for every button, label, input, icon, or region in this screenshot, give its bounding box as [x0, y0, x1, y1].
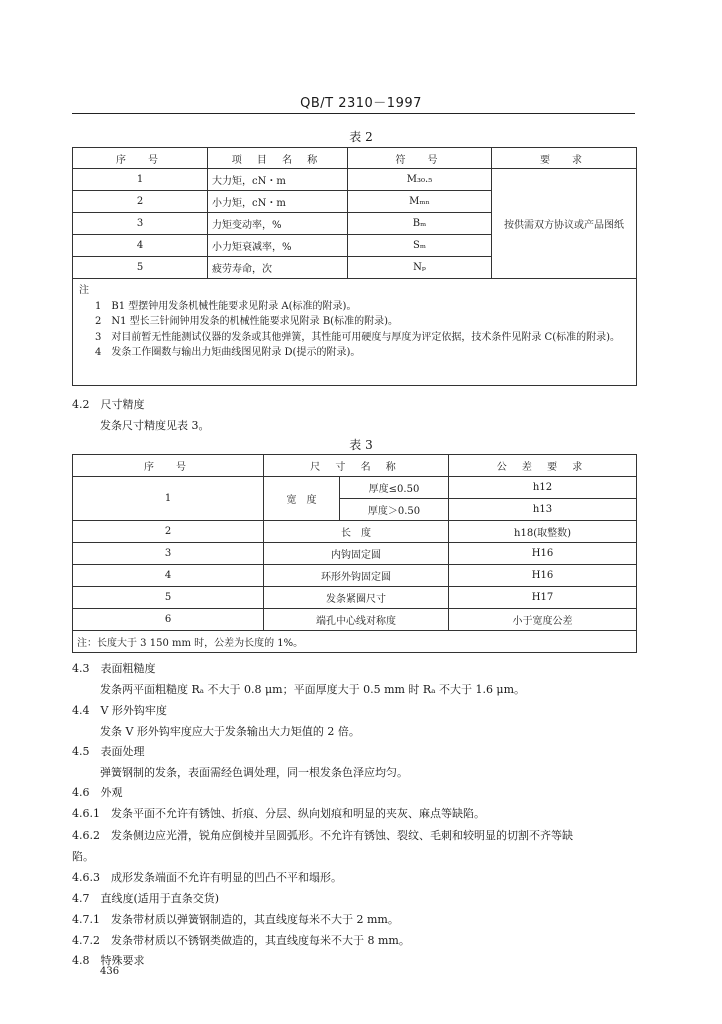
table2-cell-name: 小力矩，cN・m — [208, 191, 348, 213]
table2-note-4: 4 发条工作圈数与输出力矩曲线图见附录 D(提示的附录)。 — [95, 347, 361, 358]
table3-cell-tol: H16 — [449, 543, 637, 565]
table3-caption: 表 3 — [349, 438, 373, 452]
table2-cell-name: 力矩变动率，% — [208, 213, 348, 235]
table2-cell-requirement: 按供需双方协议或产品图纸 — [492, 169, 637, 279]
table2-caption: 表 2 — [349, 130, 373, 144]
table-row — [73, 609, 637, 631]
table2-cell-name: 疲劳寿命，次 — [208, 257, 348, 279]
table-row — [73, 521, 637, 543]
table2-note-1: 1 B1 型摆钟用发条机械性能要求见附录 A(标准的附录)。 — [95, 300, 357, 312]
table2-cell-no: 1 — [73, 169, 208, 191]
section-4-6-2-text: 4.6.2 发条侧边应光滑，锐角应倒棱并呈圆弧形。不允许有锈蚀、裂纹、毛刺和较明显的切割不齐等缺 — [72, 829, 573, 842]
table3-cell-no: 3 — [73, 543, 264, 565]
table3-cell-sub: 厚度＞0.50 — [340, 499, 449, 521]
table2 — [72, 147, 637, 386]
table3-header-no: 序 号 — [73, 455, 264, 477]
section-4-6-title: 4.6 外观 — [72, 786, 123, 799]
table2-notes-row — [73, 279, 637, 386]
table2-header-symbol: 符 号 — [348, 148, 492, 169]
table2-header-row — [73, 148, 637, 169]
table3-cell-name: 内钩固定圆 — [264, 543, 449, 565]
table3-header-tolerance: 公 差 要 求 — [449, 455, 637, 477]
table2-note-2: 2 N1 型长三针闹钟用发条的机械性能要求见附录 B(标准的附录)。 — [95, 316, 398, 327]
section-4-3-text: 发条两平面粗糙度 Rₐ 不大于 0.8 μm；平面厚度大于 0.5 mm 时 Rₐ 不大于 1.6 μm。 — [100, 683, 526, 696]
table-row — [73, 587, 637, 609]
table3-note-row — [73, 631, 637, 653]
table3-cell-tol: h13 — [449, 499, 637, 521]
section-4-4-text: 发条 V 形外钩牢度应大于发条输出大力矩值的 2 倍。 — [100, 725, 360, 738]
table2-cell-name: 大力矩，cN・m — [208, 169, 348, 191]
table3-cell-no: 5 — [73, 587, 264, 609]
table3-cell-no: 6 — [73, 609, 264, 631]
table-row — [73, 565, 637, 587]
table-row — [73, 543, 637, 565]
section-4-2-text: 发条尺寸精度见表 3。 — [100, 419, 210, 432]
table3-cell-tol: h12 — [449, 477, 637, 499]
table3-cell-tol: 小于宽度公差 — [449, 609, 637, 631]
section-4-7-1-text: 4.7.1 发条带材质以弹簧钢制造的，其直线度每米不大于 2 mm。 — [72, 913, 399, 926]
table-row — [73, 477, 637, 499]
table2-cell-symbol: Nₚ — [348, 257, 492, 279]
table3-header-row — [73, 455, 637, 477]
table-row — [73, 169, 637, 191]
table3-header-name: 尺 寸 名 称 — [264, 455, 449, 477]
section-4-4-title: 4.4 V 形外钩牢度 — [72, 704, 167, 717]
table3-cell-name: 发条紧圈尺寸 — [264, 587, 449, 609]
section-4-5-text: 弹簧钢制的发条，表面需经色调处理，同一根发条色泽应均匀。 — [100, 766, 408, 779]
table2-cell-no: 5 — [73, 257, 208, 279]
page-number: 436 — [100, 966, 120, 977]
table2-cell-no: 3 — [73, 213, 208, 235]
section-4-6-3-text: 4.6.3 成形发条端面不允许有明显的凹凸不平和塌形。 — [72, 871, 342, 884]
table3-cell-no: 2 — [73, 521, 264, 543]
page-header: QB/T 2310－1997 — [300, 96, 422, 111]
table3-cell-tol: h18(取整数) — [449, 521, 637, 543]
table3-cell-tol: H17 — [449, 587, 637, 609]
table3-cell-no: 4 — [73, 565, 264, 587]
table2-cell-name: 小力矩衰减率，% — [208, 235, 348, 257]
table3 — [72, 454, 637, 653]
table3-note: 注：长度大于 3 150 mm 时，公差为长度的 1%。 — [73, 631, 637, 653]
table2-cell-symbol: Mₘₙ — [348, 191, 492, 213]
header-rule — [72, 113, 635, 114]
section-4-7-2-text: 4.7.2 发条带材质以不锈钢类做造的，其直线度每米不大于 8 mm。 — [72, 934, 410, 947]
table2-cell-symbol: M₃₀.₅ — [348, 169, 492, 191]
table3-cell-sub: 厚度≤0.50 — [340, 477, 449, 499]
table3-cell-name: 长 度 — [264, 521, 449, 543]
table3-cell-no: 1 — [73, 477, 264, 521]
section-4-3-title: 4.3 表面粗糙度 — [72, 662, 156, 675]
section-4-2-title: 4.2 尺寸精度 — [72, 398, 145, 411]
table3-cell-name: 环形外钩固定圆 — [264, 565, 449, 587]
table3-cell-width: 宽 度 — [264, 477, 340, 521]
table2-cell-no: 2 — [73, 191, 208, 213]
table2-cell-symbol: Bₘ — [348, 213, 492, 235]
table3-cell-name: 端孔中心线对称度 — [264, 609, 449, 631]
table2-notes-title: 注 — [79, 285, 89, 296]
table2-header-requirement: 要 求 — [492, 148, 637, 169]
section-4-6-1-text: 4.6.1 发条平面不允许有锈蚀、折痕、分层、纵向划痕和明显的夹灰、麻点等缺陷。 — [72, 807, 485, 820]
table2-cell-no: 4 — [73, 235, 208, 257]
section-4-8-title: 4.8 特殊要求 — [72, 954, 145, 967]
section-4-6-2-text-cont: 陷。 — [72, 850, 94, 863]
table3-cell-tol: H16 — [449, 565, 637, 587]
table2-header-name: 项 目 名 称 — [208, 148, 348, 169]
table2-note-3: 3 对目前暂无性能测试仪器的发条或其他弹簧，其性能可用硬度与厚度为评定依据，技术条件见附录 C(标准的附录)。 — [95, 331, 620, 343]
table2-header-no: 序 号 — [73, 148, 208, 169]
table2-cell-symbol: Sₘ — [348, 235, 492, 257]
table2-notes — [73, 279, 637, 386]
section-4-7-title: 4.7 直线度(适用于直条交货) — [72, 892, 220, 905]
section-4-5-title: 4.5 表面处理 — [72, 745, 145, 758]
